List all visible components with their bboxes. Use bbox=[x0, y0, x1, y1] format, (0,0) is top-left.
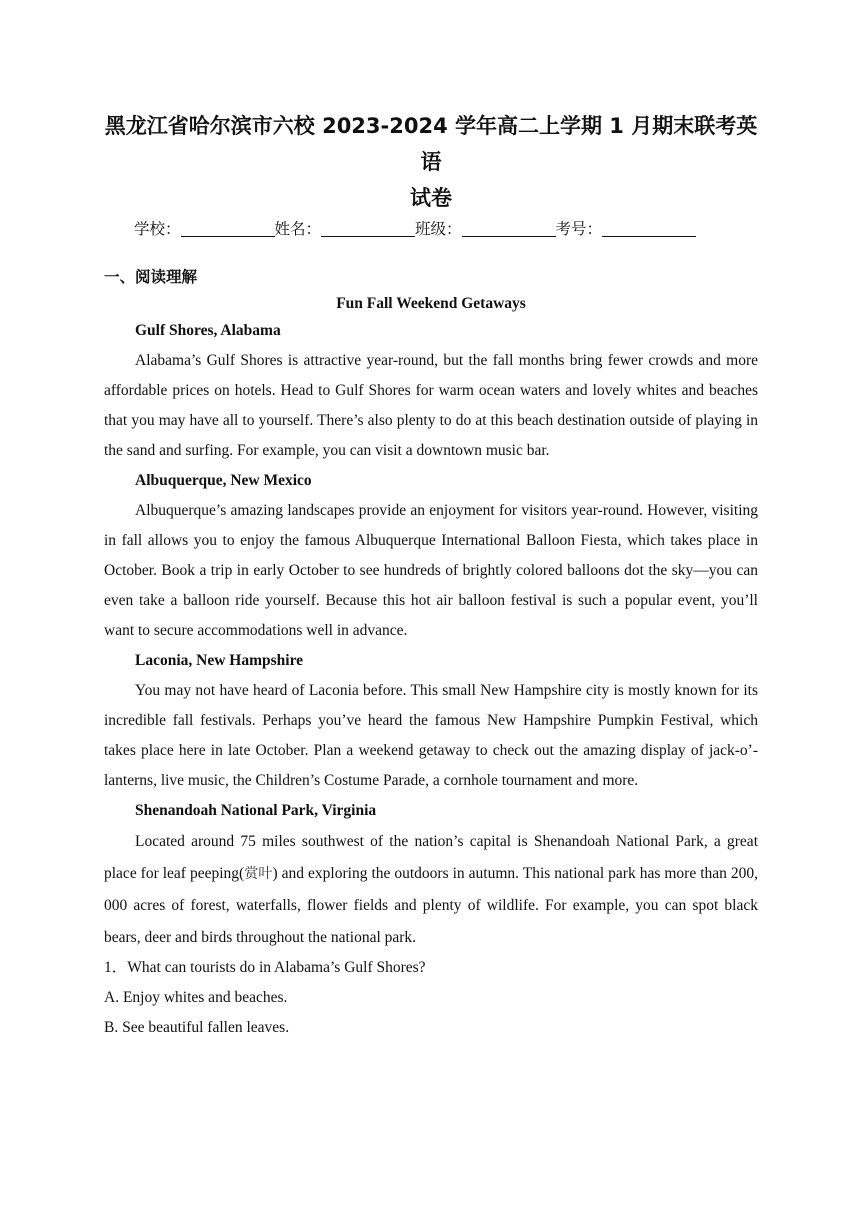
subhead-shenandoah: Shenandoah National Park, Virginia bbox=[135, 802, 377, 819]
subhead-albuquerque: Albuquerque, New Mexico bbox=[135, 472, 312, 489]
paragraph-laconia: You may not have heard of Laconia before. This small New Hampshire city is mostly known for its incredible fall festivals. Perhaps you’ve heard the famous New Hampshire Pumpkin Festival, which takes place here in late October. Plan a weekend getaway to check out the amazing display of jack-o’-lanterns, live music, the Children’s Costume Parade, a cornhole tournament and more. bbox=[104, 682, 758, 789]
student-info-row bbox=[104, 217, 758, 241]
exam-title-line1: 黑龙江省哈尔滨市六校 2023-2024 学年高二上学期 1 月期末联考英语 bbox=[104, 114, 758, 174]
exam-page bbox=[104, 108, 758, 1043]
school-blank[interactable] bbox=[181, 220, 275, 237]
paragraph-shenandoah-part2: ) and exploring the outdoors in autumn. This national park has more than 200, 000 acres of forest, waterfalls, flower fields and plenty of wildlife. For example, you can spot black bears, deer and birds throughout the national park. bbox=[104, 864, 758, 946]
exam-title bbox=[104, 108, 758, 216]
name-label: 姓名： bbox=[274, 220, 322, 238]
school-field bbox=[134, 217, 275, 241]
exam-number-label: 考号： bbox=[555, 220, 603, 238]
exam-number-field bbox=[556, 217, 697, 241]
chinese-gloss: 赏叶 bbox=[244, 865, 273, 882]
option-b[interactable]: B. See beautiful fallen leaves. bbox=[104, 1019, 290, 1036]
name-blank[interactable] bbox=[321, 220, 415, 237]
paragraph-albuquerque: Albuquerque’s amazing landscapes provide an enjoyment for visitors year-round. However, visiting in fall allows you to enjoy the famous Albuquerque International Balloon Fiesta, which takes place in October. Book a trip in early October to see hundreds of brightly colored balloons dot the sky—you can even take a balloon ride yourself. Because this hot air balloon festival is such a popular event, you’ll want to secure accommodations well in advance. bbox=[104, 502, 758, 639]
paragraph-shenandoah bbox=[104, 826, 758, 953]
class-blank[interactable] bbox=[462, 220, 556, 237]
paragraph-shenandoah-part1: Located around 75 miles southwest of the nation’s capital is Shenandoah National Park, a great place for leaf peeping( bbox=[104, 833, 758, 882]
option-a[interactable]: A. Enjoy whites and beaches. bbox=[104, 989, 288, 1006]
school-label: 学校： bbox=[134, 220, 181, 238]
name-field bbox=[275, 217, 416, 241]
exam-number-blank[interactable] bbox=[602, 220, 696, 237]
subhead-gulf-shores: Gulf Shores, Alabama bbox=[135, 322, 281, 339]
question-stem: 1．What can tourists do in Alabama’s Gulf Shores? bbox=[104, 959, 426, 976]
paragraph-gulf-shores: Alabama’s Gulf Shores is attractive year-round, but the fall months bring fewer crowds and more affordable prices on hotels. Head to Gulf Shores for warm ocean waters and lovely whites and beaches that you may have all to yourself. There’s also plenty to do at this beach destination outside of playing in the sand and surfing. For example, you can visit a downtown music bar. bbox=[104, 352, 758, 459]
passage-title: Fun Fall Weekend Getaways bbox=[336, 295, 526, 312]
subhead-laconia: Laconia, New Hampshire bbox=[135, 652, 304, 669]
section-heading: 一、阅读理解 bbox=[104, 268, 198, 286]
exam-title-line2: 试卷 bbox=[410, 186, 452, 210]
class-label: 班级： bbox=[415, 220, 462, 238]
class-field bbox=[415, 217, 556, 241]
